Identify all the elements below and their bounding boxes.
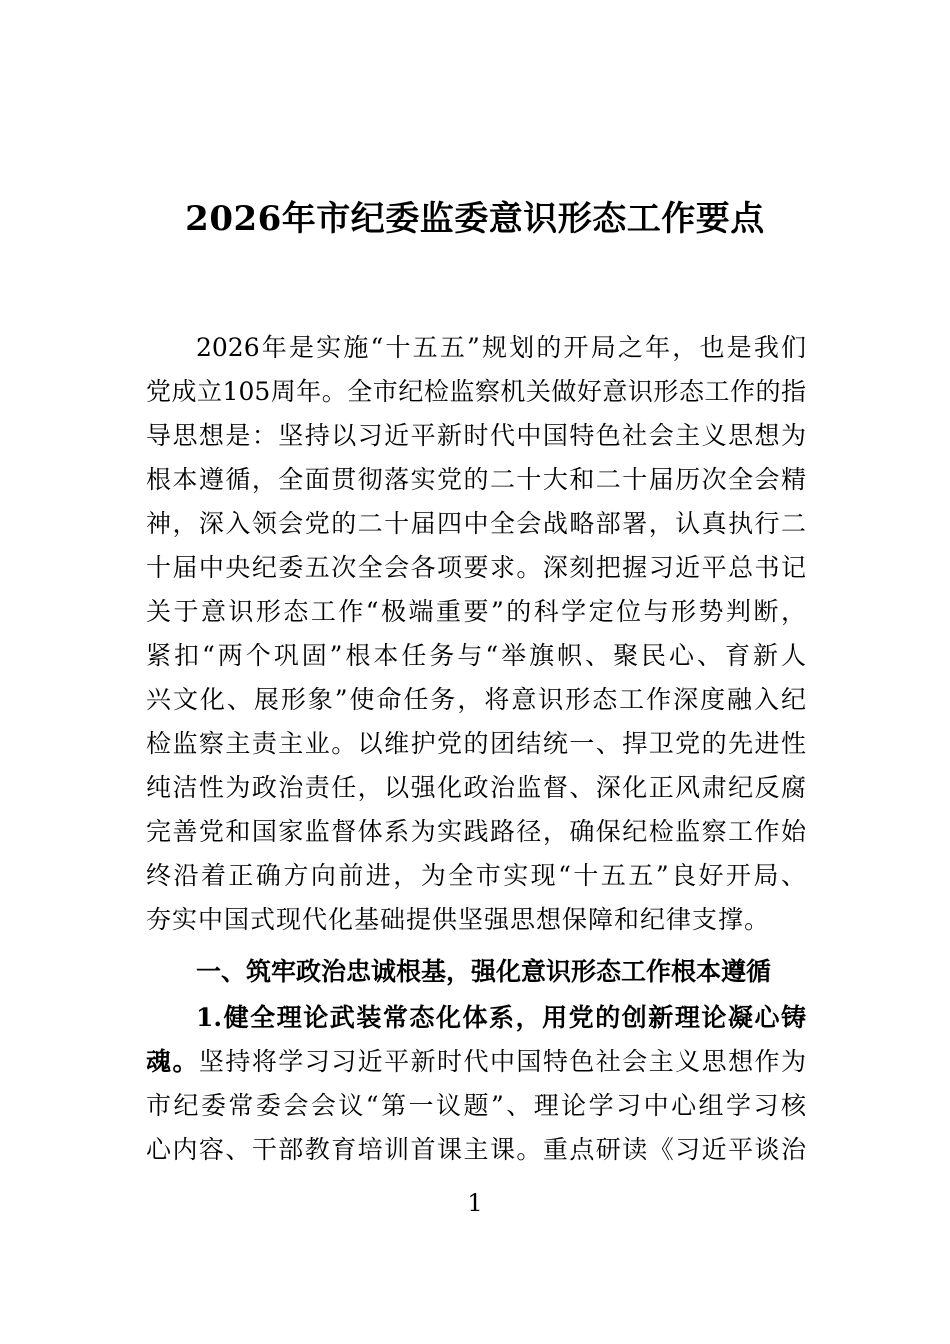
intro-line: 2026年是实施“十五五”规划的开局之年，也是我们 [196,333,806,362]
intro-line: 检监察主责主业。以维护党的团结统一、捍卫党的先进性 [146,729,806,758]
item-heading-tail: 魂。 [146,1047,199,1076]
intro-line: 党成立105周年。全市纪检监察机关做好意识形态工作的指 [146,377,806,406]
section-heading: 一、筑牢政治忠诚根基，强化意识形态工作根本遵循 [196,957,772,986]
item-text: 坚持将学习习近平新时代中国特色社会主义思想作为 [198,1047,806,1076]
intro-line: 十届中央纪委五次全会各项要求。深刻把握习近平总书记 [146,553,806,582]
intro-line: 完善党和国家监督体系为实践路径，确保纪检监察工作始 [146,817,806,846]
item-line: 市纪委常委会会议“第一议题”、理论学习中心组学习核 [146,1091,806,1120]
item-line: 心内容、干部教育培训首课主课。重点研读《习近平谈治 [146,1135,806,1164]
intro-line: 兴文化、展形象”使命任务，将意识形态工作深度融入纪 [146,685,806,714]
intro-line: 紧扣“两个巩固”根本任务与“举旗帜、聚民心、育新人 [146,641,806,670]
document-title: 2026年市纪委监委意识形态工作要点 [185,199,765,239]
intro-line: 导思想是：坚持以习近平新时代中国特色社会主义思想为 [146,421,806,450]
intro-line: 夯实中国式现代化基础提供坚强思想保障和纪律支撑。 [146,905,771,934]
item-line [146,1042,806,1082]
intro-line: 终沿着正确方向前进，为全市实现“十五五”良好开局、 [146,861,806,890]
page-number: 1 [467,1189,483,1217]
intro-line: 神，深入领会党的二十届四中全会战略部署，认真执行二 [146,509,806,538]
intro-line: 根本遵循，全面贯彻落实党的二十大和二十届历次全会精 [146,465,806,494]
intro-line: 纯洁性为政治责任，以强化政治监督、深化正风肃纪反腐 [146,773,806,802]
intro-line: 关于意识形态工作“极端重要”的科学定位与形势判断， [146,597,806,626]
item-heading: 1.健全理论武装常态化体系，用党的创新理论凝心铸 [196,1003,806,1032]
